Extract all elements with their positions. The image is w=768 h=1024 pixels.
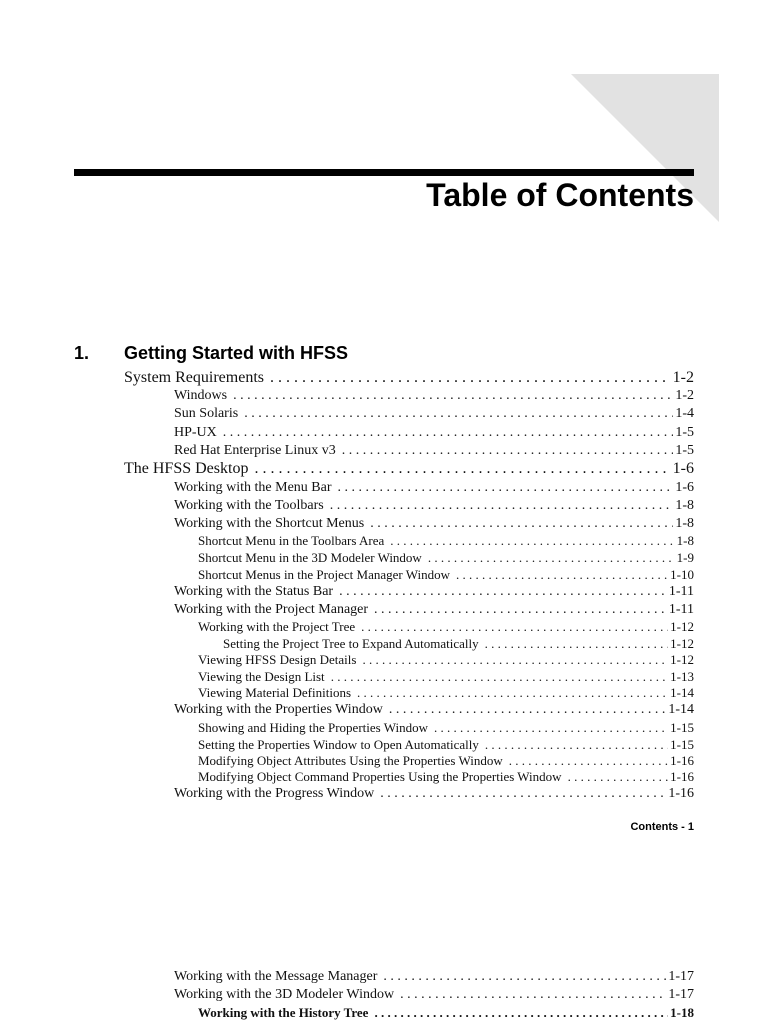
toc-entry-title: Modifying Object Command Properties Using the Properties Window xyxy=(198,769,562,784)
toc-entry-page: 1-12 xyxy=(670,636,694,651)
toc-entry[interactable] xyxy=(174,405,694,423)
toc-entry-page: 1-13 xyxy=(670,669,694,684)
toc-entry[interactable] xyxy=(174,424,694,442)
toc-entry-page: 1-8 xyxy=(675,516,694,531)
toc-entry-title: Red Hat Enterprise Linux v3 xyxy=(174,443,336,458)
toc-entry-title: Working with the 3D Modeler Window xyxy=(174,987,395,1002)
toc-entry-title: Working with the Properties Window xyxy=(174,702,383,717)
toc-leader-dots xyxy=(380,785,666,803)
toc-entry-page: 1-15 xyxy=(670,720,694,735)
toc-leader-dots xyxy=(374,1004,668,1021)
toc-entry[interactable] xyxy=(174,479,694,497)
toc-entry-page: 1-17 xyxy=(668,987,694,1002)
toc-leader-dots xyxy=(383,968,666,986)
toc-entry-title: Shortcut Menu in the Toolbars Area xyxy=(198,533,385,548)
toc-entry[interactable] xyxy=(124,460,694,478)
toc-leader-dots xyxy=(254,460,670,478)
toc-entry[interactable] xyxy=(198,684,694,702)
chapter-heading xyxy=(74,341,694,365)
toc-entry-title: Modifying Object Attributes Using the Properties Window xyxy=(198,753,503,768)
toc-leader-dots xyxy=(456,566,668,583)
toc-entry-page: 1-15 xyxy=(670,737,694,752)
toc-entry-page: 1-14 xyxy=(668,702,694,717)
toc-entry-title: System Requirements xyxy=(124,369,264,386)
toc-entry-title: Working with the Project Tree xyxy=(198,619,356,634)
toc-entry[interactable] xyxy=(198,719,694,737)
toc-leader-dots xyxy=(485,736,668,753)
toc-entry-page: 1-5 xyxy=(675,425,694,440)
toc-entry-title: Working with the Toolbars xyxy=(174,498,324,513)
toc-entry[interactable] xyxy=(174,968,694,986)
toc-entry-title: Working with the Progress Window xyxy=(174,786,375,801)
toc-entry-page: 1-16 xyxy=(670,769,694,784)
toc-entry-page: 1-5 xyxy=(675,443,694,458)
toc-entry[interactable] xyxy=(174,442,694,460)
toc-leader-dots xyxy=(270,369,671,387)
toc-entry[interactable] xyxy=(198,549,694,567)
toc-entry-page: 1-18 xyxy=(670,1005,694,1020)
toc-entry[interactable] xyxy=(198,618,694,636)
chapter-title: Getting Started with HFSS xyxy=(124,343,349,363)
toc-entry-title: Working with the Menu Bar xyxy=(174,480,332,495)
toc-entry-page: 1-12 xyxy=(670,652,694,667)
toc-entry-page: 1-2 xyxy=(672,369,694,386)
toc-leader-dots xyxy=(244,405,673,423)
toc-entry-page: 1-10 xyxy=(670,567,694,582)
toc-entry[interactable] xyxy=(174,986,694,1004)
toc-entry-title: Sun Solaris xyxy=(174,406,239,421)
toc-entry[interactable] xyxy=(174,785,694,803)
toc-leader-dots xyxy=(400,986,666,1004)
toc-entry-title: Shortcut Menus in the Project Manager Window xyxy=(198,567,450,582)
toc-entry-page: 1-2 xyxy=(675,388,694,403)
toc-entry-page: 1-17 xyxy=(668,969,694,984)
toc-entry-title: Shortcut Menu in the 3D Modeler Window xyxy=(198,550,422,565)
toc-entry-title: Showing and Hiding the Properties Window xyxy=(198,720,428,735)
toc-leader-dots xyxy=(233,387,673,405)
toc-leader-dots xyxy=(509,752,668,769)
toc-leader-dots xyxy=(338,479,674,497)
toc-entry-page: 1-12 xyxy=(670,619,694,634)
toc-leader-dots xyxy=(389,701,667,719)
toc-leader-dots xyxy=(374,601,667,619)
toc-leader-dots xyxy=(357,684,668,701)
toc-leader-dots xyxy=(434,719,668,736)
toc-leader-dots xyxy=(339,583,667,601)
toc-leader-dots xyxy=(370,515,673,533)
toc-leader-dots xyxy=(362,651,668,668)
toc-leader-dots xyxy=(568,768,669,785)
toc-leader-dots xyxy=(390,532,674,549)
toc-entry-page: 1-11 xyxy=(668,584,694,599)
toc-entry-title: Working with the Project Manager xyxy=(174,602,369,617)
page-footer: Contents - 1 xyxy=(630,821,694,833)
toc-entry-page: 1-6 xyxy=(672,460,694,477)
toc-entry[interactable] xyxy=(198,1004,694,1022)
toc-leader-dots xyxy=(342,442,674,460)
toc-entry[interactable] xyxy=(174,601,694,619)
toc-entry-title: Viewing HFSS Design Details xyxy=(198,652,357,667)
toc-entry[interactable] xyxy=(174,701,694,719)
toc-entry[interactable] xyxy=(174,387,694,405)
toc-entry[interactable] xyxy=(198,768,694,786)
toc-leader-dots xyxy=(485,635,669,652)
toc-entry[interactable] xyxy=(124,369,694,387)
toc-entry-page: 1-11 xyxy=(668,602,694,617)
page-title: Table of Contents xyxy=(426,177,694,213)
toc-entry-title: Working with the Status Bar xyxy=(174,584,334,599)
toc-entry-page: 1-9 xyxy=(676,550,694,565)
toc-entry[interactable] xyxy=(198,651,694,669)
toc-leader-dots xyxy=(330,497,674,515)
toc-entry-page: 1-8 xyxy=(676,533,694,548)
toc-entry-title: Windows xyxy=(174,388,228,403)
toc-entry-title: Working with the History Tree xyxy=(198,1005,369,1020)
toc-leader-dots xyxy=(361,618,668,635)
toc-entry-title: Viewing the Design List xyxy=(198,669,325,684)
toc-entry[interactable] xyxy=(174,515,694,533)
toc-leader-dots xyxy=(223,424,674,442)
toc-entry-page: 1-16 xyxy=(670,753,694,768)
toc-entry-page: 1-8 xyxy=(675,498,694,513)
toc-entry[interactable] xyxy=(174,497,694,515)
toc-entry-title: HP-UX xyxy=(174,425,217,440)
toc-entry[interactable] xyxy=(198,566,694,584)
toc-leader-dots xyxy=(331,668,668,685)
toc-leader-dots xyxy=(428,549,675,566)
toc-entry-page: 1-14 xyxy=(670,685,694,700)
toc-entry-title: Working with the Shortcut Menus xyxy=(174,516,365,531)
toc-entry[interactable] xyxy=(198,532,694,550)
toc-entry-title: The HFSS Desktop xyxy=(124,460,249,477)
chapter-number: 1. xyxy=(74,343,90,363)
toc-entry-page: 1-16 xyxy=(668,786,694,801)
toc-entry-title: Setting the Project Tree to Expand Automatically xyxy=(223,636,479,651)
toc-entry-page: 1-6 xyxy=(675,480,694,495)
toc-entry[interactable] xyxy=(174,583,694,601)
toc-entry-title: Working with the Message Manager xyxy=(174,969,378,984)
toc-entry-title: Viewing Material Definitions xyxy=(198,685,352,700)
toc-entry-title: Setting the Properties Window to Open Automatically xyxy=(198,737,479,752)
toc-entry-page: 1-4 xyxy=(675,406,694,421)
